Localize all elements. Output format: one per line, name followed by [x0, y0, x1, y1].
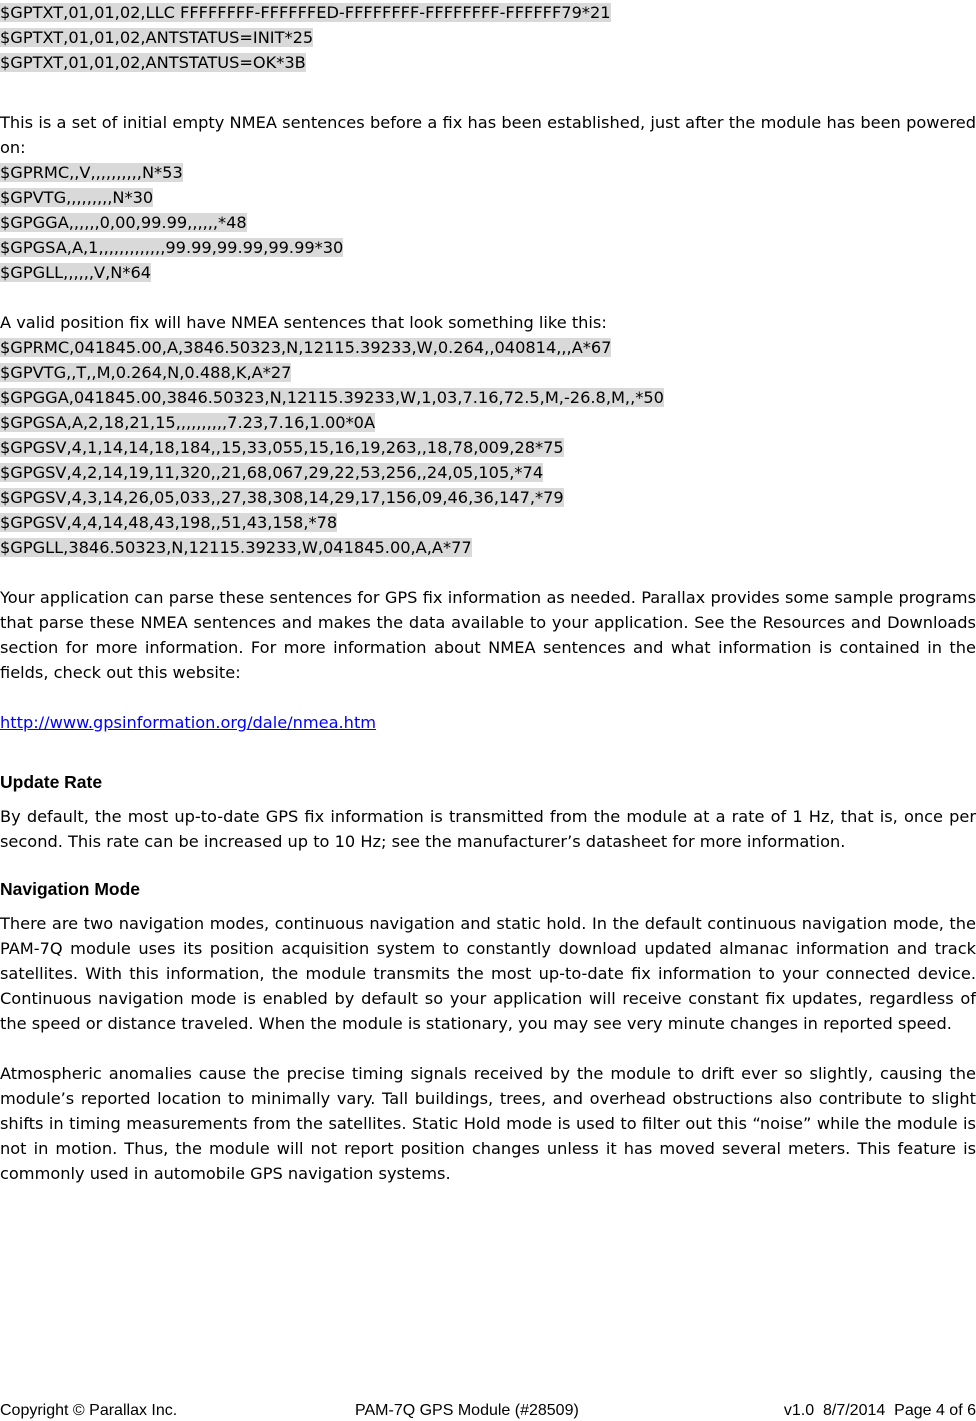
- nmea-sentence: $GPTXT,01,01,02,LLC FFFFFFFF-FFFFFFED-FFFFFFFF-FFFFFFFF-FFFFFF79*21: [0, 3, 611, 22]
- nmea-sentence: $GPGSA,A,2,18,21,15,,,,,,,,,,7.23,7.16,1.00*0A: [0, 413, 376, 432]
- footer-copyright: Copyright © Parallax Inc.: [0, 1402, 178, 1419]
- nmea-sentence: $GPGSV,4,4,14,48,43,198,,51,43,158,*78: [0, 513, 338, 532]
- valid-sentences: [0, 335, 976, 560]
- footer-version-page: v1.0 8/7/2014 Page 4 of 6: [783, 1402, 976, 1419]
- footer-title: PAM-7Q GPS Module (#28509): [355, 1402, 579, 1419]
- nmea-sentence: $GPRMC,041845.00,A,3846.50323,N,12115.39233,W,0.264,,040814,,,A*67: [0, 338, 612, 357]
- nmea-sentence: $GPGGA,,,,,,0,00,99.99,,,,,,*48: [0, 213, 247, 232]
- navigation-mode-paragraph-1: There are two navigation modes, continuous navigation and static hold. In the default continuous navigation mode, the PAM-7Q module uses its position acquisition system to constantly download updated almanac information and track satellites. With this information, the module transmits the most up-to-date fix information to your connected device. Continuous navigation mode is enabled by default so your application will receive constant fix updates, regardless of the speed or distance traveled. When the module is stationary, you may see very minute changes in reported speed.: [0, 914, 976, 1033]
- nmea-info-link[interactable]: http://www.gpsinformation.org/dale/nmea.htm: [0, 713, 377, 732]
- nmea-sentence: $GPGLL,,,,,,V,N*64: [0, 263, 152, 282]
- update-rate-heading: Update Rate: [0, 772, 103, 792]
- page-footer: [0, 1400, 976, 1421]
- parse-paragraph: Your application can parse these sentences for GPS fix information as needed. Parallax provides some sample programs that parse these NMEA sentences and makes the data available to your application. See the Resources and Downloads section for more information. For more information about NMEA sentences and what information is contained in the fields, check out this website:: [0, 588, 976, 682]
- nmea-sentence: $GPVTG,,,,,,,,,N*30: [0, 188, 154, 207]
- nmea-sentence: $GPGSA,A,1,,,,,,,,,,,,,99.99,99.99,99.99*30: [0, 238, 344, 257]
- nmea-sentence: $GPRMC,,V,,,,,,,,,,N*53: [0, 163, 183, 182]
- nmea-sentence: $GPTXT,01,01,02,ANTSTATUS=INIT*25: [0, 28, 314, 47]
- nmea-sentence: $GPGSV,4,3,14,26,05,033,,27,38,308,14,29,17,156,09,46,36,147,*79: [0, 488, 564, 507]
- nmea-sentence: $GPTXT,01,01,02,ANTSTATUS=OK*3B: [0, 53, 306, 72]
- navigation-mode-heading: Navigation Mode: [0, 879, 141, 899]
- valid-fix-intro: A valid position fix will have NMEA sentences that look something like this:: [0, 313, 607, 332]
- nmea-sentence: $GPGSV,4,1,14,14,18,184,,15,33,055,15,16,19,263,,18,78,009,28*75: [0, 438, 564, 457]
- nmea-sentence: $GPVTG,,T,,M,0.264,N,0.488,K,A*27: [0, 363, 292, 382]
- empty-sentences-intro: This is a set of initial empty NMEA sentences before a fix has been established, just after the module has been powered on:: [0, 113, 976, 157]
- nmea-sentence: $GPGLL,3846.50323,N,12115.39233,W,041845.00,A,A*77: [0, 538, 472, 557]
- intro-sentences: [0, 0, 976, 75]
- nmea-sentence: $GPGGA,041845.00,3846.50323,N,12115.39233,W,1,03,7.16,72.5,M,-26.8,M,,*50: [0, 388, 664, 407]
- empty-sentences: [0, 160, 976, 285]
- update-rate-paragraph: By default, the most up-to-date GPS fix information is transmitted from the module at a rate of 1 Hz, that is, once per second. This rate can be increased up to 10 Hz; see the manufacturer’s datasheet for more information.: [0, 807, 976, 851]
- nmea-sentence: $GPGSV,4,2,14,19,11,320,,21,68,067,29,22,53,256,,24,05,105,*74: [0, 463, 544, 482]
- navigation-mode-paragraph-2: Atmospheric anomalies cause the precise timing signals received by the module to drift ever so slightly, causing the module’s reported location to minimally vary. Tall buildings, trees, and overhead obstructions also contribute to slight shifts in timing measurements from the satellites. Static Hold mode is used to filter out this “noise” while the module is not in motion. Thus, the module will not report position changes unless it has moved several meters. This feature is commonly used in automobile GPS navigation systems.: [0, 1064, 976, 1183]
